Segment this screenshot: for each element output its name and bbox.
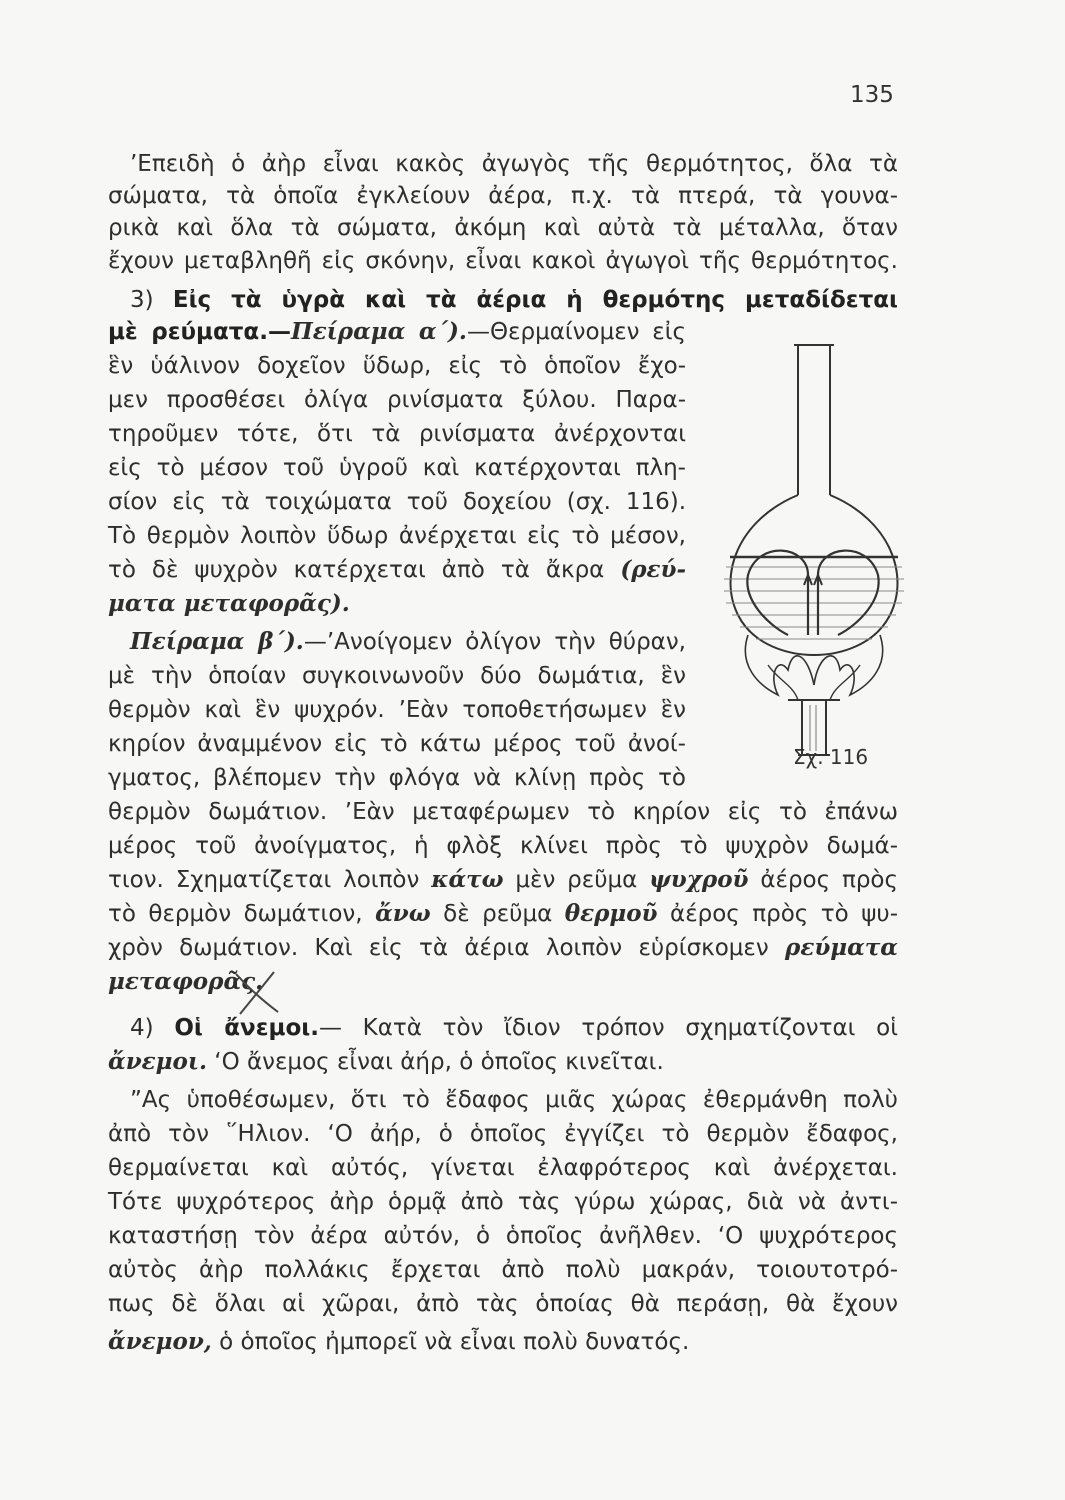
text-span: —Θερμαίνομεν εἰς [466,319,686,345]
section-4-heading [130,1012,898,1044]
handwritten-cross-mark [228,968,288,1018]
text-line: ρικὰ καὶ ὅλα τὰ σώματα, ἀκόμη καὶ αὐτὰ τὰ μέταλλα, ὅταν [108,215,898,241]
section-title-end: μὲ ρεύματα.— [108,319,291,345]
text-line: ”Ας ὑποθέσωμεν, ὅτι τὸ ἔδαφος μιᾶς χώρας ἐθερμάνθη πολὺ [130,1087,898,1113]
figure-caption: Σχ. 116 [793,745,869,769]
italic-term: ἄνω [375,900,431,927]
section-3-heading [130,284,898,316]
text-line: ἓν ὑάλινον δοχεῖον ὕδωρ, εἰς τὸ ὁποῖον ἔχο- [108,353,686,379]
text-span: χρὸν δωμάτιον. Καὶ εἰς τὰ ἀέρια λοιπὸν εὑρίσκομεν [108,935,786,961]
page-number: 135 [850,82,894,108]
text-line: εἰς τὸ μέσον τοῦ ὑγροῦ καὶ κατέρχονται πλη- [108,455,686,481]
text-line [108,316,686,348]
section-number: 3) [130,287,173,313]
text-line: μέρος τοῦ ἀνοίγματος, ἡ φλὸξ κλίνει πρὸς τὸ ψυχρὸν δωμά- [108,833,898,859]
italic-term: ἄνεμοι. [108,1048,207,1075]
text-line: θερμὸν καὶ ἓν ψυχρόν. ’Εὰν τοποθετήσωμεν ἓν [108,697,686,723]
text-span: μὲν ρεῦμα [503,867,650,893]
text-line: μὲ τὴν ὁποίαν συγκοινωνοῦν δύο δωμάτια, ἓν [108,663,686,689]
italic-term: ρεύματα [785,934,898,961]
experiment-b-label: Πείραμα β΄). [130,628,304,655]
text-line [108,864,898,896]
text-line: σίον εἰς τὰ τοιχώματα τοῦ δοχείου (σχ. 116). [108,489,686,515]
text-line [108,1326,898,1358]
text-line [108,1046,898,1078]
text-span: τὸ δὲ ψυχρὸν κατέρχεται ἀπὸ τὰ ἄκρα [108,557,621,583]
text-line: γματος, βλέπομεν τὴν φλόγα νὰ κλίνῃ πρὸς τὸ [108,765,686,791]
italic-term: (ρεύ- [620,556,686,583]
text-span: ἀέρος πρὸς [748,867,898,893]
experiment-a-label: Πείραμα α΄). [290,318,467,345]
italic-term: μεταφορᾶς. [108,968,264,995]
italic-term: ματα μεταφορᾶς). [108,590,350,617]
text-line: τηροῦμεν τότε, ὅτι τὰ ρινίσματα ἀνέρχονται [108,421,686,447]
text-span: τὸ θερμὸν δωμάτιον, [108,901,376,927]
text-line: μεν προσθέσει ὀλίγα ρινίσματα ξύλου. Παρα- [108,387,686,413]
text-line: πως δὲ ὅλαι αἱ χῶραι, ἀπὸ τὰς ὁποίας θὰ περάσῃ, θὰ ἔχουν [108,1291,898,1317]
section-number: 4) [130,1015,175,1041]
text-span: —’Ανοίγομεν ὀλίγον τὴν θύραν, [303,629,686,655]
italic-term: θερμοῦ [564,900,658,927]
text-line: θερμὸν δωμάτιον. ’Εὰν μεταφέρωμεν τὸ κηρίον εἰς τὸ ἐπάνω [108,799,898,825]
text-line: ’Επειδὴ ὁ ἀὴρ εἶναι κακὸς ἀγωγὸς τῆς θερμότητος, ὅλα τὰ [130,151,898,177]
text-line: ἔχουν μεταβληθῆ εἰς σκόνην, εἶναι κακοὶ ἀγωγοὶ τῆς θερμότητος. [108,248,898,274]
italic-term: κάτω [431,866,504,893]
text-line: αὐτὸς ἀὴρ πολλάκις ἔρχεται ἀπὸ πολὺ μακράν, τοιουτοτρό- [108,1257,898,1283]
section-title: Οἱ ἄνεμοι. [174,1015,319,1041]
text-span: ὁ ὁποῖος ἠμπορεῖ νὰ εἶναι πολὺ δυνατός. [211,1329,690,1355]
text-span: δὲ ρεῦμα [430,901,565,927]
text-span: — Κατὰ τὸν ἴδιον τρόπον σχηματίζονται οἱ [318,1015,899,1041]
text-line: Τότε ψυχρότερος ἀὴρ ὁρμᾷ ἀπὸ τὰς γύρω χώρας, διὰ νὰ ἀντι- [108,1189,898,1215]
section-title: Εἰς τὰ ὑγρὰ καὶ τὰ ἀέρια ἡ θερμότης μεταδίδεται [172,287,899,313]
italic-term: ψυχροῦ [649,866,749,893]
text-line [108,588,686,620]
text-line: κηρίον ἀναμμένον εἰς τὸ κάτω μέρος τοῦ ἀνοί- [108,731,686,757]
text-line [108,966,898,998]
text-span: ‘Ο ἄνεμος εἶναι ἀήρ, ὁ ὁποῖος κινεῖται. [206,1049,664,1075]
text-line: ἀπὸ τὸν ῞Ηλιον. ‘Ο ἀήρ, ὁ ὁποῖος ἐγγίζει τὸ θερμὸν ἔδαφος, [108,1121,898,1147]
text-line: σώματα, τὰ ὁποῖα ἐγκλείουν ἀέρα, π.χ. τὰ πτερά, τὰ γουνα- [108,183,898,209]
text-line [130,626,686,658]
text-span: ἀέρος πρὸς τὸ ψυ- [657,901,898,927]
italic-term: ἄνεμον, [108,1328,212,1355]
text-span: τιον. Σχηματίζεται λοιπὸν [108,867,432,893]
text-line [108,898,898,930]
text-line [108,554,686,586]
text-line: θερμαίνεται καὶ αὐτός, γίνεται ἐλαφρότερος καὶ ἀνέρχεται. [108,1155,898,1181]
text-line: καταστήσῃ τὸν ἀέρα αὐτόν, ὁ ὁποῖος ἀνῆλθεν. ‘Ο ψυχρότερος [108,1223,898,1249]
figure-116-flask-illustration [718,335,908,765]
text-line [108,932,898,964]
text-line: Τὸ θερμὸν λοιπὸν ὕδωρ ἀνέρχεται εἰς τὸ μέσον, [108,523,686,549]
